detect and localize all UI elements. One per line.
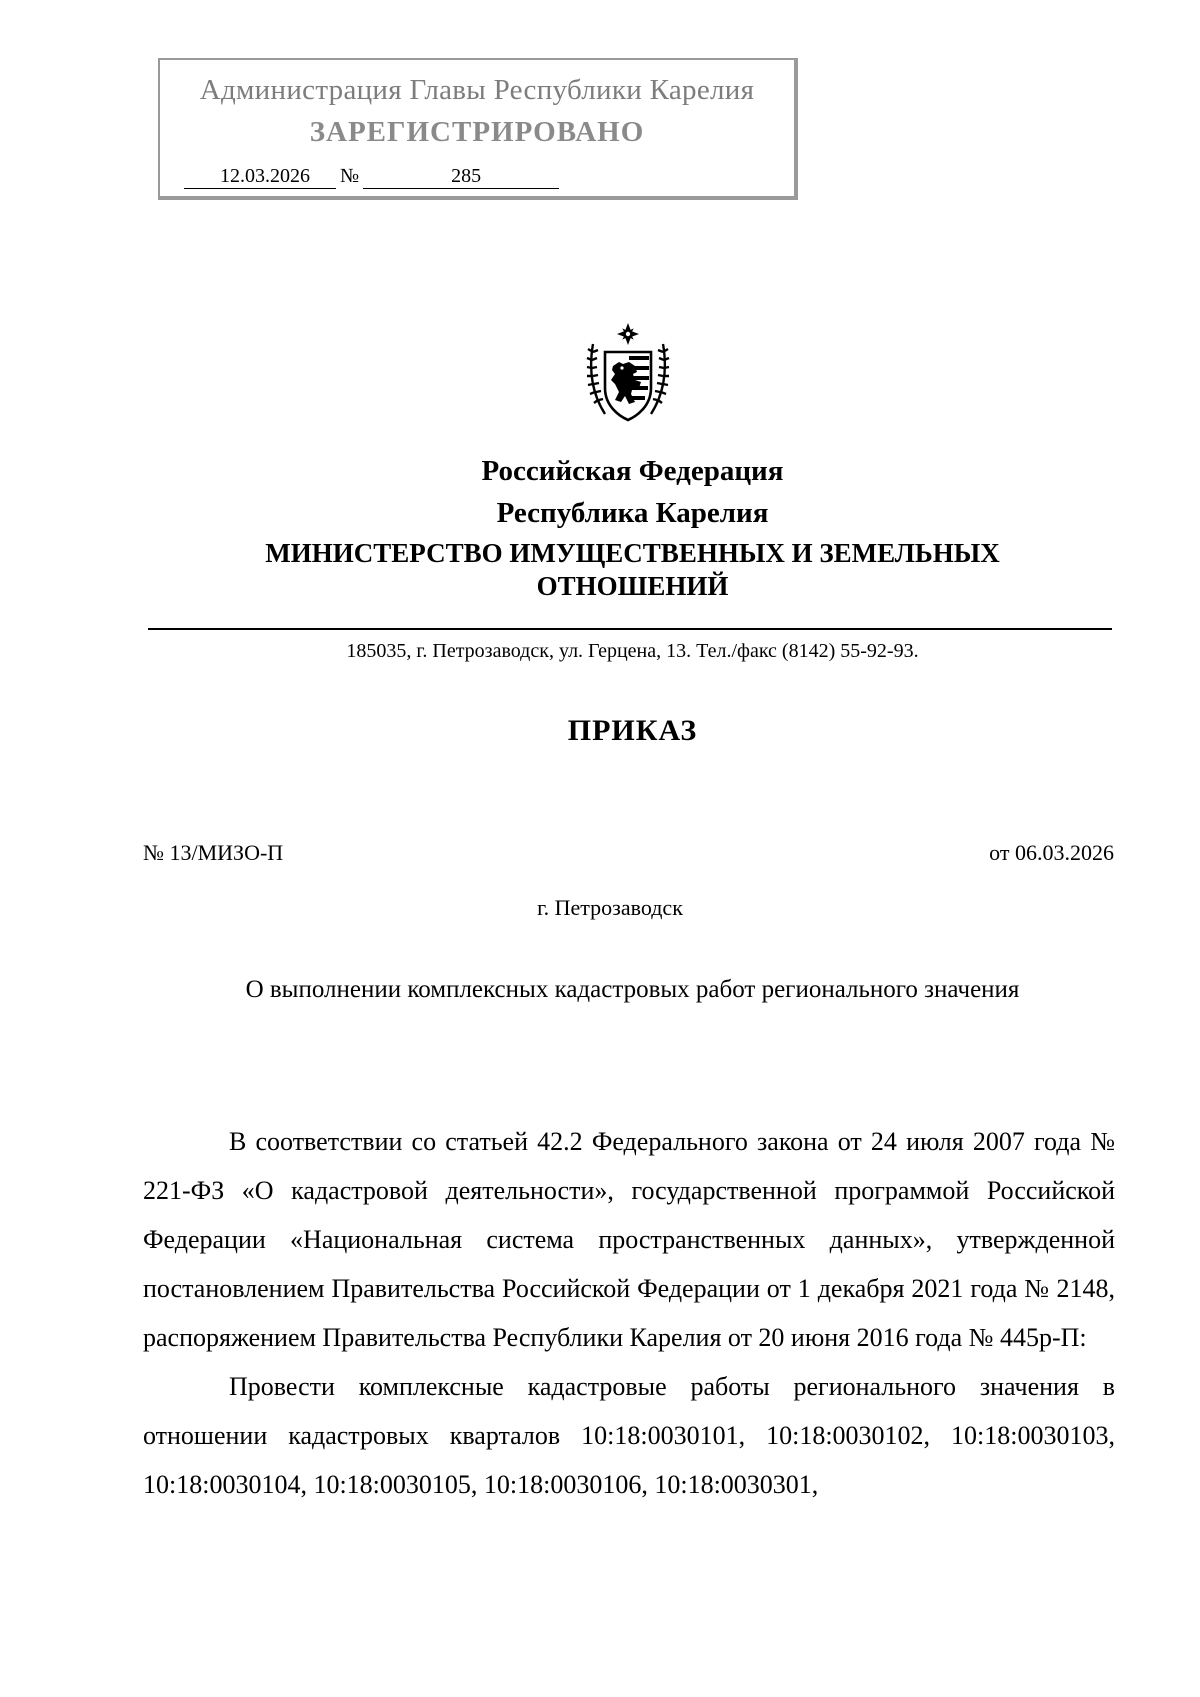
emblem-left-branch [587,344,605,414]
body-paragraph: Провести комплексные кадастровые работы регионального значения в отношении кадастровых кварталов 10:18:0030101, 10:18:0030102, 10:18:0030103, 10:18:0030104, 10:18:0030105, 10:18:0030106, 10:18:0030301, [143,1372,1115,1499]
stamp-organization: Администрация Главы Республики Карелия [199,74,755,106]
stamp-number-label: № [340,165,360,187]
order-body [143,1117,1115,1509]
header-ministry-line1: МИНИСТЕРСТВО ИМУЩЕСТВЕННЫХ И ЗЕМЕЛЬНЫХ [265,538,1000,568]
stamp-registration-line [184,165,559,189]
header-divider [148,628,1112,630]
emblem-right-branch [651,344,669,414]
ministry-address: 185035, г. Петрозаводск, ул. Герцена, 13. Тел./факс (8142) 55-92-93. [346,640,919,662]
order-number: № 13/МИЗО-П [143,840,284,865]
order-date: от 06.03.2026 [989,840,1114,865]
header-region: Республика Карелия [496,497,769,529]
karelia-coat-of-arms-icon [585,322,671,426]
body-paragraph: В соответствии со статьей 42.2 Федерального закона от 24 июля 2007 года № 221-ФЗ «О кадастровой деятельности», государственной программой Российской Федерации «Национальная система пространственных данных», утвержденной постановлением Правительства Российской Федерации от 1 декабря 2021 года № 2148, распоряжением Правительства Республики Карелия от 20 июня 2016 года № 445р-П: [143,1127,1115,1352]
header-ministry-line2: ОТНОШЕНИЙ [536,571,729,601]
stamp-status: ЗАРЕГИСТРИРОВАНО [309,116,645,148]
order-city: г. Петрозаводск [537,895,683,920]
emblem-star [617,323,640,346]
registration-stamp [158,58,798,200]
stamp-date: 12.03.2026 [184,165,336,189]
stamp-number: 285 [363,165,559,189]
order-subject: О выполнении комплексных кадастровых работ регионального значения [245,976,1020,1003]
order-title: ПРИКАЗ [567,714,698,747]
header-country: Российская Федерация [481,455,784,487]
